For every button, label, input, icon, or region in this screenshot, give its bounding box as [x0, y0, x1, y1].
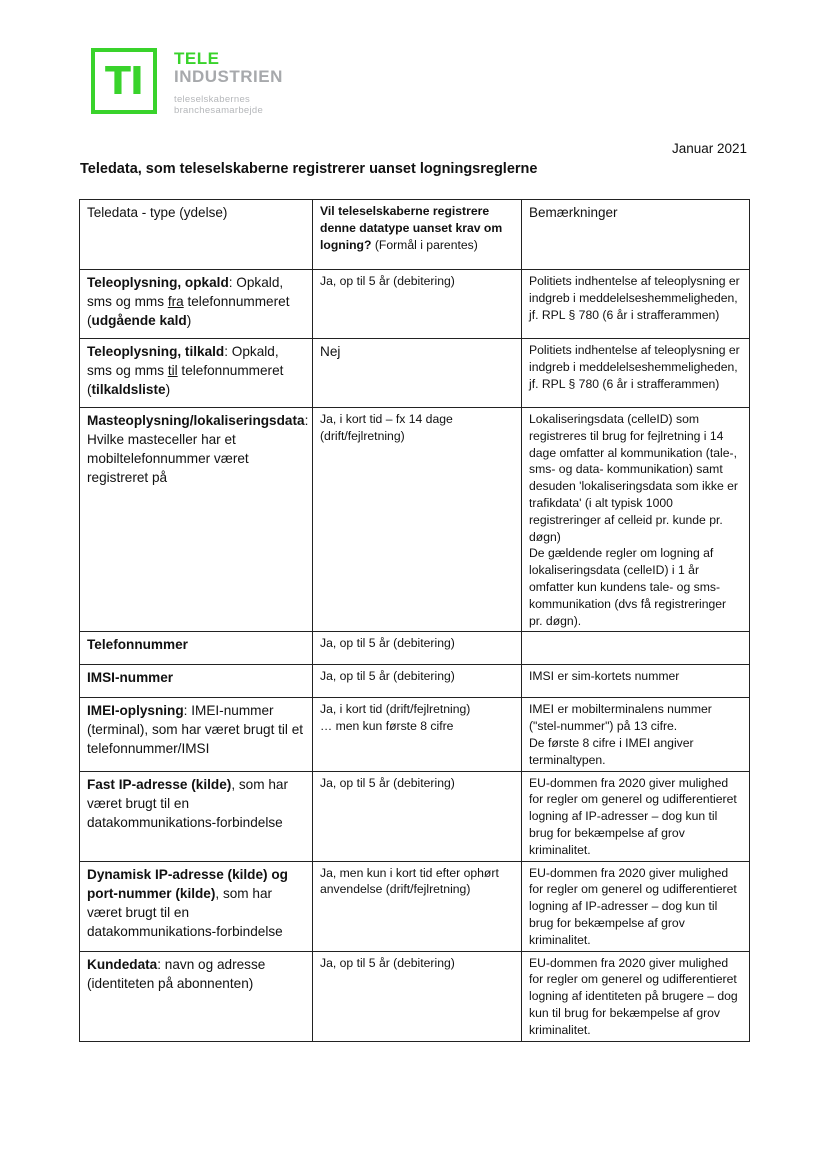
teledata-table: [79, 199, 750, 1042]
registration-text: Ja, op til 5 år (debitering): [320, 955, 455, 970]
remarks-text: Politiets indhentelse af teleoplysning er indgreb i meddelelseshemmeligheden, jf. RPL § 780 (6 år i strafferammen): [529, 343, 740, 391]
cell-remarks: [522, 951, 750, 1041]
cell-data-type: [80, 408, 313, 632]
table-body: [80, 270, 750, 1042]
header-type: Teledata - type (ydelse): [80, 200, 313, 270]
remarks-text: Lokaliseringsdata (celleID) som registreres til brug for fejlretning i 14 dage omfatter al kommunikation (tale-, sms- og data- kommunikation) samt desuden 'lokaliseringsdata som ikke er trafikdata' (i alt typisk 1000 registreringer af celleid pr. kunde pr. døgn): [529, 412, 738, 544]
cell-data-type: [80, 771, 313, 861]
cell-data-type-part: telefonnummeret (: [87, 363, 284, 397]
registration-text: Ja, op til 5 år (debitering): [320, 669, 455, 684]
cell-registration: [313, 270, 522, 339]
document-title: Teledata, som teleselskaberne registrerer uanset logningsreglerne: [80, 161, 538, 177]
document-date: Januar 2021: [671, 141, 747, 156]
remarks-text: IMEI er mobilterminalens nummer ("stel-nummer") på 13 cifre.: [529, 702, 712, 734]
remarks-text: IMSI er sim-kortets nummer: [529, 669, 680, 684]
logo-line-1: TELE: [174, 49, 220, 68]
cell-data-type-part: ): [186, 313, 192, 328]
cell-data-type-part: : Opkald, sms og mms: [87, 275, 284, 309]
remarks-text: EU-dommen fra 2020 giver mulighed for regler om generel og udifferentieret logning af IP-adresser – dog kun til brug for bekæmpelse af grov kriminalitet.: [529, 775, 737, 857]
cell-data-type-part: IMSI-nummer: [87, 670, 174, 686]
cell-data-type-part: fra: [167, 294, 184, 309]
cell-registration: [313, 771, 522, 861]
table-row: [80, 771, 750, 861]
cell-data-type-part: udgående kald: [91, 313, 187, 328]
cell-data-type-part: : navn og adresse (identiteten på abonnenten): [87, 956, 266, 991]
table-row: [80, 951, 750, 1041]
cell-data-type: [80, 339, 313, 408]
cell-registration: [313, 861, 522, 951]
remarks-text: EU-dommen fra 2020 giver mulighed for regler om generel og udifferentieret logning af IP-adresser – dog kun til brug for bekæmpelse af grov kriminalitet.: [529, 865, 737, 947]
table-row: [80, 861, 750, 951]
cell-remarks: [522, 698, 750, 771]
cell-remarks: [522, 408, 750, 632]
registration-text-2: … men kun første 8 cifre: [320, 719, 454, 734]
table-header-row: [80, 200, 750, 270]
cell-data-type-part: : Hvilke masteceller har et mobiltelefonnummer været registreret på: [87, 413, 309, 485]
logo-tagline-1: teleselskabernes: [174, 94, 251, 105]
cell-data-type-part: Kundedata: [87, 956, 158, 972]
cell-data-type-part: Teleoplysning, tilkald: [87, 344, 225, 359]
table-row: [80, 632, 750, 665]
cell-data-type-part: , som har været brugt til en datakommunikations-forbindelse: [87, 885, 283, 939]
logo-line-2: INDUSTRIEN: [174, 67, 283, 86]
logo-mark-text: TI: [104, 59, 144, 103]
cell-data-type: [80, 665, 313, 698]
registration-text: Ja, i kort tid (drift/fejlretning): [320, 702, 471, 717]
cell-registration: [313, 951, 522, 1041]
cell-data-type-part: , som har været brugt til en datakommunikations-forbindelse: [87, 776, 288, 830]
remarks-text: Politiets indhentelse af teleoplysning er indgreb i meddelelseshemmeligheden, jf. RPL § 780 (6 år i strafferammen): [529, 274, 740, 322]
cell-remarks: [522, 861, 750, 951]
table-row: [80, 339, 750, 408]
cell-registration: [313, 698, 522, 771]
header-registration: [313, 200, 522, 270]
cell-registration: [313, 408, 522, 632]
header-remarks: Bemærkninger: [522, 200, 750, 270]
table-row: [80, 698, 750, 771]
cell-data-type: [80, 270, 313, 339]
table-row: [80, 408, 750, 632]
cell-remarks: [522, 270, 750, 339]
cell-data-type-part: : IMEI-nummer (terminal), som har været brugt til et telefonnummer/IMSI: [87, 703, 304, 757]
registration-text: Ja, op til 5 år (debitering): [320, 636, 455, 651]
cell-data-type: [80, 632, 313, 665]
registration-text: Ja, men kun i kort tid efter ophørt anvendelse (drift/fejlretning): [320, 865, 499, 897]
cell-registration: [313, 632, 522, 665]
cell-data-type-part: Masteoplysning/lokaliseringsdata: [87, 413, 305, 428]
header-registration-question: Vil teleselskaberne registrere denne datatype uanset krav om logning?: [320, 204, 503, 252]
cell-data-type-part: : Opkald, sms og mms: [87, 344, 279, 378]
cell-data-type-part: telefonnummeret (: [87, 294, 290, 328]
cell-data-type-part: Teleoplysning, opkald: [87, 275, 229, 290]
cell-data-type-part: IMEI-oplysning: [87, 703, 184, 719]
cell-remarks: [522, 771, 750, 861]
cell-data-type: [80, 861, 313, 951]
registration-text: Ja, i kort tid – fx 14 dage (drift/fejlretning): [320, 412, 453, 443]
cell-data-type-part: Fast IP-adresse (kilde): [87, 776, 232, 792]
logo-tagline-2: branchesamarbejde: [174, 105, 264, 116]
header-registration-note: (Formål i parentes): [371, 237, 478, 252]
cell-data-type-part: ): [165, 382, 171, 397]
cell-data-type-part: tilkaldsliste: [91, 382, 166, 397]
registration-text: Ja, op til 5 år (debitering): [320, 274, 455, 288]
cell-data-type-part: Telefonnummer: [87, 637, 188, 653]
logo: [91, 46, 321, 120]
cell-data-type-part: Dynamisk IP-adresse (kilde) og port-nummer (kilde): [87, 866, 288, 901]
cell-registration: [313, 339, 522, 408]
cell-registration: [313, 665, 522, 698]
registration-text: Nej: [320, 344, 341, 359]
cell-remarks: [522, 632, 750, 665]
cell-data-type: [80, 951, 313, 1041]
table-row: [80, 270, 750, 339]
remarks-text-2: De gældende regler om logning af lokaliseringsdata (celleID) i 1 år omfatter kun kundens tale- og sms-kommunikation (dvs få registreringer pr. døgn).: [529, 546, 727, 628]
table-row: [80, 665, 750, 698]
cell-data-type: [80, 698, 313, 771]
remarks-text-2: De første 8 cifre i IMEI angiver terminaltypen.: [529, 735, 694, 767]
cell-remarks: [522, 665, 750, 698]
registration-text: Ja, op til 5 år (debitering): [320, 775, 455, 790]
remarks-text: EU-dommen fra 2020 giver mulighed for regler om generel og udifferentieret logning af identiteten på brugere – dog kun til brug for bekæmpelse af grov kriminalitet.: [529, 955, 738, 1037]
cell-remarks: [522, 339, 750, 408]
logo-mark: [91, 48, 157, 114]
cell-data-type-part: til: [167, 363, 178, 378]
